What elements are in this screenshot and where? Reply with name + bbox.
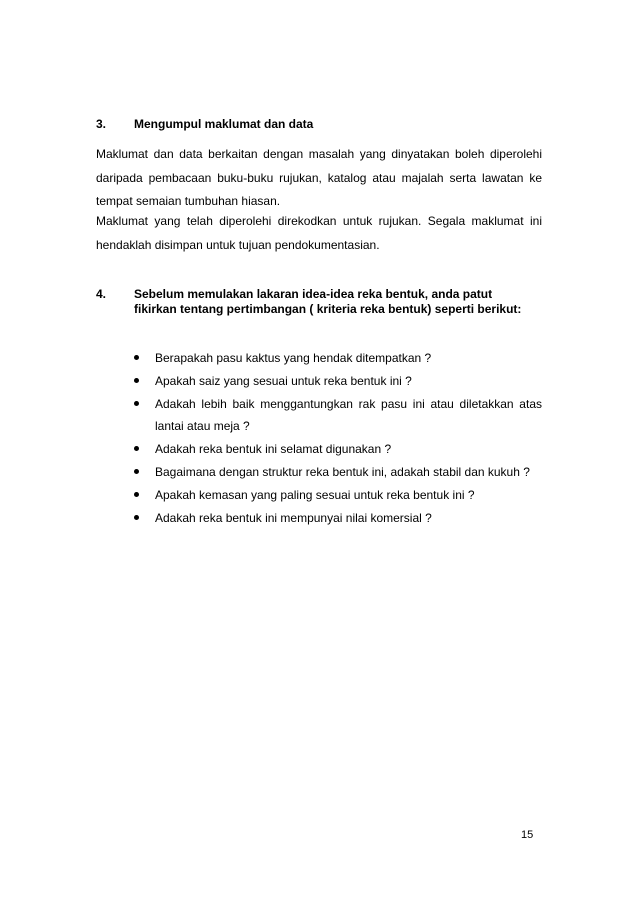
section-4-number: 4. [96, 287, 107, 301]
section-3-title: Mengumpul maklumat dan data [134, 117, 314, 131]
section-3-paragraph-2: Maklumat yang telah diperolehi direkodkan untuk rujukan. Segala maklumat ini hendaklah disimpan untuk tujuan pendokumentasian. [96, 214, 542, 252]
bullet-item [130, 347, 542, 370]
section-3-paragraph-1: Maklumat dan data berkaitan dengan masalah yang dinyatakan boleh diperolehi daripada pembacaan buku-buku rujukan, katalog atau majalah serta lawatan ke tempat semaian tumbuhan hiasan. [96, 147, 542, 208]
bullet-icon [134, 401, 139, 406]
criteria-bullet-list [130, 347, 542, 529]
section-4-title: Sebelum memulakan lakaran idea-idea reka bentuk, anda patut fikirkan tentang pertimbangan ( kriteria reka bentuk) seperti berikut: [134, 287, 522, 316]
bullet-icon [134, 355, 139, 360]
bullet-item [130, 461, 542, 484]
section-4-heading [96, 287, 546, 337]
bullet-icon [134, 469, 139, 474]
bullet-text: Adakah reka bentuk ini mempunyai nilai komersial ? [155, 510, 432, 525]
bullet-text: Bagaimana dengan struktur reka bentuk ini, adakah stabil dan kukuh ? [155, 464, 530, 479]
bullet-icon [134, 492, 139, 497]
bullet-item [130, 370, 542, 393]
bullet-text: Apakah kemasan yang paling sesuai untuk reka bentuk ini ? [155, 487, 475, 502]
page-number: 15 [521, 829, 534, 841]
bullet-icon [134, 378, 139, 383]
bullet-text: Berapakah pasu kaktus yang hendak ditempatkan ? [155, 351, 432, 365]
bullet-icon [134, 446, 139, 451]
bullet-item [130, 507, 542, 530]
bullet-item [130, 393, 542, 439]
section-3-number: 3. [96, 117, 107, 131]
bullet-text: Adakah reka bentuk ini selamat digunakan ? [155, 442, 392, 457]
bullet-text: Adakah lebih baik menggantungkan rak pasu ini atau diletakkan atas lantai atau meja ? [155, 396, 542, 434]
bullet-item [130, 484, 542, 507]
bullet-item [130, 438, 542, 461]
bullet-icon [134, 515, 139, 520]
bullet-text: Apakah saiz yang sesuai untuk reka bentuk ini ? [155, 373, 412, 388]
section-3-heading [96, 117, 546, 132]
